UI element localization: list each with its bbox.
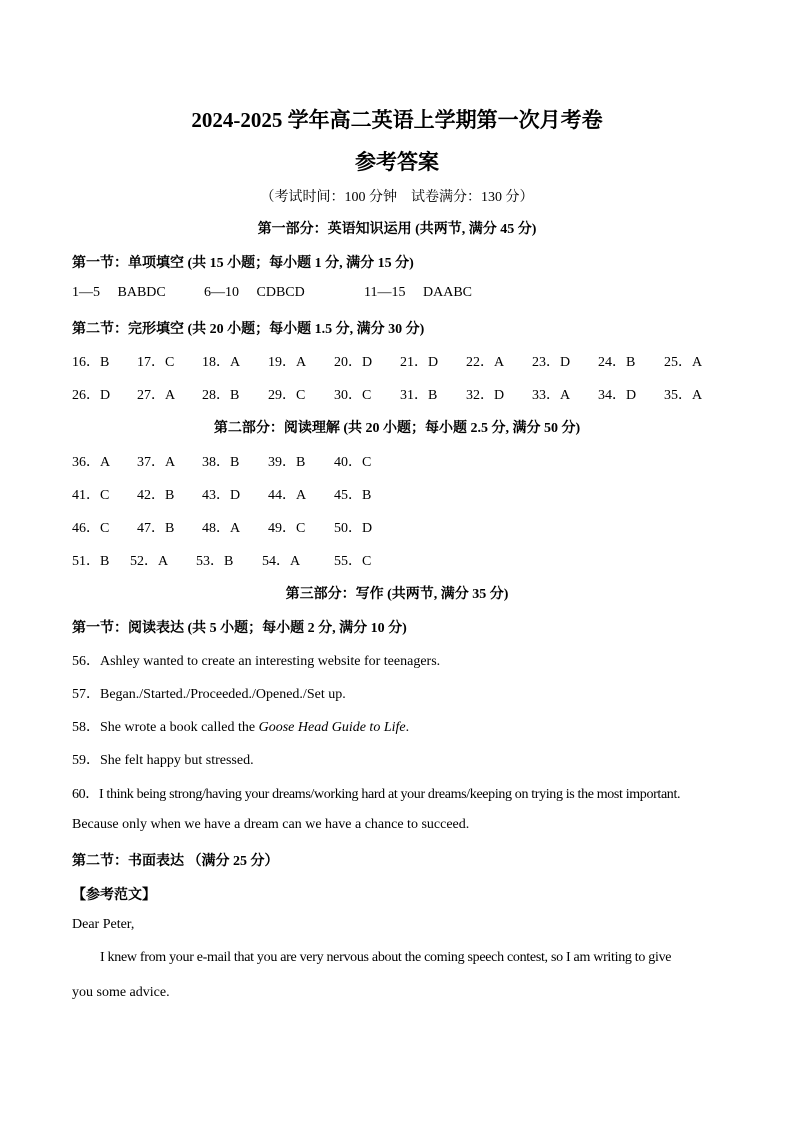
part3-heading: 第三部分：写作 (共两节, 满分 35 分) bbox=[285, 587, 509, 602]
answer-item: 28．B bbox=[202, 388, 240, 403]
answer-item: 32．D bbox=[466, 388, 505, 403]
answer-item: 34．D bbox=[598, 388, 637, 403]
answer-letters: DAABC bbox=[422, 285, 472, 300]
part1-section1-answers bbox=[72, 285, 732, 305]
answer-item: 45．B bbox=[334, 488, 372, 503]
part2-heading: 第二部分：阅读理解 (共 20 小题；每小题 2.5 分, 满分 50 分) bbox=[213, 421, 581, 436]
answer-item: 31．B bbox=[400, 388, 438, 403]
answer-range: 1—5 bbox=[72, 285, 100, 300]
answer-group bbox=[364, 285, 472, 301]
answer-item: 38．B bbox=[202, 455, 240, 470]
answer-item: 55．C bbox=[334, 554, 372, 569]
answer-range: 11—15 bbox=[364, 285, 406, 300]
part1-heading: 第一部分：英语知识运用 (共两节, 满分 45 分) bbox=[257, 222, 537, 237]
answer-item: 21．D bbox=[400, 355, 439, 370]
answer-item: 18．A bbox=[202, 355, 241, 370]
answer-59: 59．She felt happy but stressed. bbox=[72, 753, 254, 768]
part1-section1-heading: 第一节：单项填空 (共 15 小题；每小题 1 分, 满分 15 分) bbox=[72, 256, 414, 271]
reading-answer-row bbox=[72, 484, 732, 504]
answer-56: 56．Ashley wanted to create an interesting website for teenagers. bbox=[72, 654, 441, 669]
part1-section2-heading: 第二节：完形填空 (共 20 小题；每小题 1.5 分, 满分 30 分) bbox=[72, 322, 425, 337]
reading-answer-row bbox=[72, 550, 732, 570]
exam-meta: （考试时间：100 分钟 试卷满分：130 分） bbox=[260, 190, 534, 205]
answer-range: 6—10 bbox=[204, 285, 239, 300]
answer-item: 36．A bbox=[72, 455, 111, 470]
answer-item: 47．B bbox=[137, 521, 175, 536]
answer-item: 49．C bbox=[268, 521, 306, 536]
answer-60-line1: 60．I think being strong/having your dreams/working hard at your dreams/keeping on trying is the most important. bbox=[72, 787, 681, 802]
reading-answer-row bbox=[72, 517, 732, 537]
answer-group bbox=[72, 285, 166, 301]
part3-section2-heading: 第二节：书面表达 （满分 25 分） bbox=[72, 854, 279, 869]
letter-greeting: Dear Peter, bbox=[72, 917, 135, 932]
answer-item: 50．D bbox=[334, 521, 373, 536]
answer-item: 52．A bbox=[130, 554, 169, 569]
answer-58 bbox=[72, 716, 722, 736]
answer-item: 19．A bbox=[268, 355, 307, 370]
answer-57: 57．Began./Started./Proceeded./Opened./Set up. bbox=[72, 687, 346, 702]
book-title: Goose Head Guide to Life bbox=[258, 720, 406, 735]
answer-item: 35．A bbox=[664, 388, 703, 403]
answer-item: 46．C bbox=[72, 521, 110, 536]
letter-para1-line2: you some advice. bbox=[72, 985, 170, 1000]
answer-group bbox=[204, 285, 305, 301]
answer-item: 48．A bbox=[202, 521, 241, 536]
answer-item: 29．C bbox=[268, 388, 306, 403]
answer-item: 27．A bbox=[137, 388, 176, 403]
answer-item: 17．C bbox=[137, 355, 175, 370]
answer-item: 41．C bbox=[72, 488, 110, 503]
reading-answer-row bbox=[72, 451, 732, 471]
answer-item: 23．D bbox=[532, 355, 571, 370]
answer-60-line2: Because only when we have a dream can we have a chance to succeed. bbox=[72, 817, 470, 832]
answer-item: 51．B bbox=[72, 554, 110, 569]
answer-item: 25．A bbox=[664, 355, 703, 370]
page-title: 2024-2025 学年高二英语上学期第一次月考卷 bbox=[191, 108, 603, 132]
answer-item: 20．D bbox=[334, 355, 373, 370]
answer-item: 40．C bbox=[334, 455, 372, 470]
page-subtitle: 参考答案 bbox=[355, 150, 439, 174]
sample-essay-label: 【参考范文】 bbox=[72, 888, 156, 903]
letter-para1-line1: I knew from your e-mail that you are very nervous about the coming speech contest, so I am writing to give bbox=[100, 950, 672, 965]
cloze-answer-row bbox=[72, 351, 732, 371]
answer-item: 30．C bbox=[334, 388, 372, 403]
answer-item: 54．A bbox=[262, 554, 301, 569]
answer-item: 24．B bbox=[598, 355, 636, 370]
answer-58-text: 58．She wrote a book called the bbox=[72, 720, 259, 735]
part3-section1-heading: 第一节：阅读表达 (共 5 小题；每小题 2 分, 满分 10 分) bbox=[72, 621, 407, 636]
answer-item: 33．A bbox=[532, 388, 571, 403]
answer-item: 37．A bbox=[137, 455, 176, 470]
answer-item: 16．B bbox=[72, 355, 110, 370]
answer-item: 22．A bbox=[466, 355, 505, 370]
answer-item: 39．B bbox=[268, 455, 306, 470]
answer-item: 44．A bbox=[268, 488, 307, 503]
answer-item: 43．D bbox=[202, 488, 241, 503]
answer-item: 53．B bbox=[196, 554, 234, 569]
answer-58-end: . bbox=[405, 720, 410, 735]
answer-item: 26．D bbox=[72, 388, 111, 403]
answer-item: 42．B bbox=[137, 488, 175, 503]
cloze-answer-row bbox=[72, 384, 732, 404]
answer-letters: CDBCD bbox=[256, 285, 305, 300]
answer-letters: BABDC bbox=[117, 285, 166, 300]
